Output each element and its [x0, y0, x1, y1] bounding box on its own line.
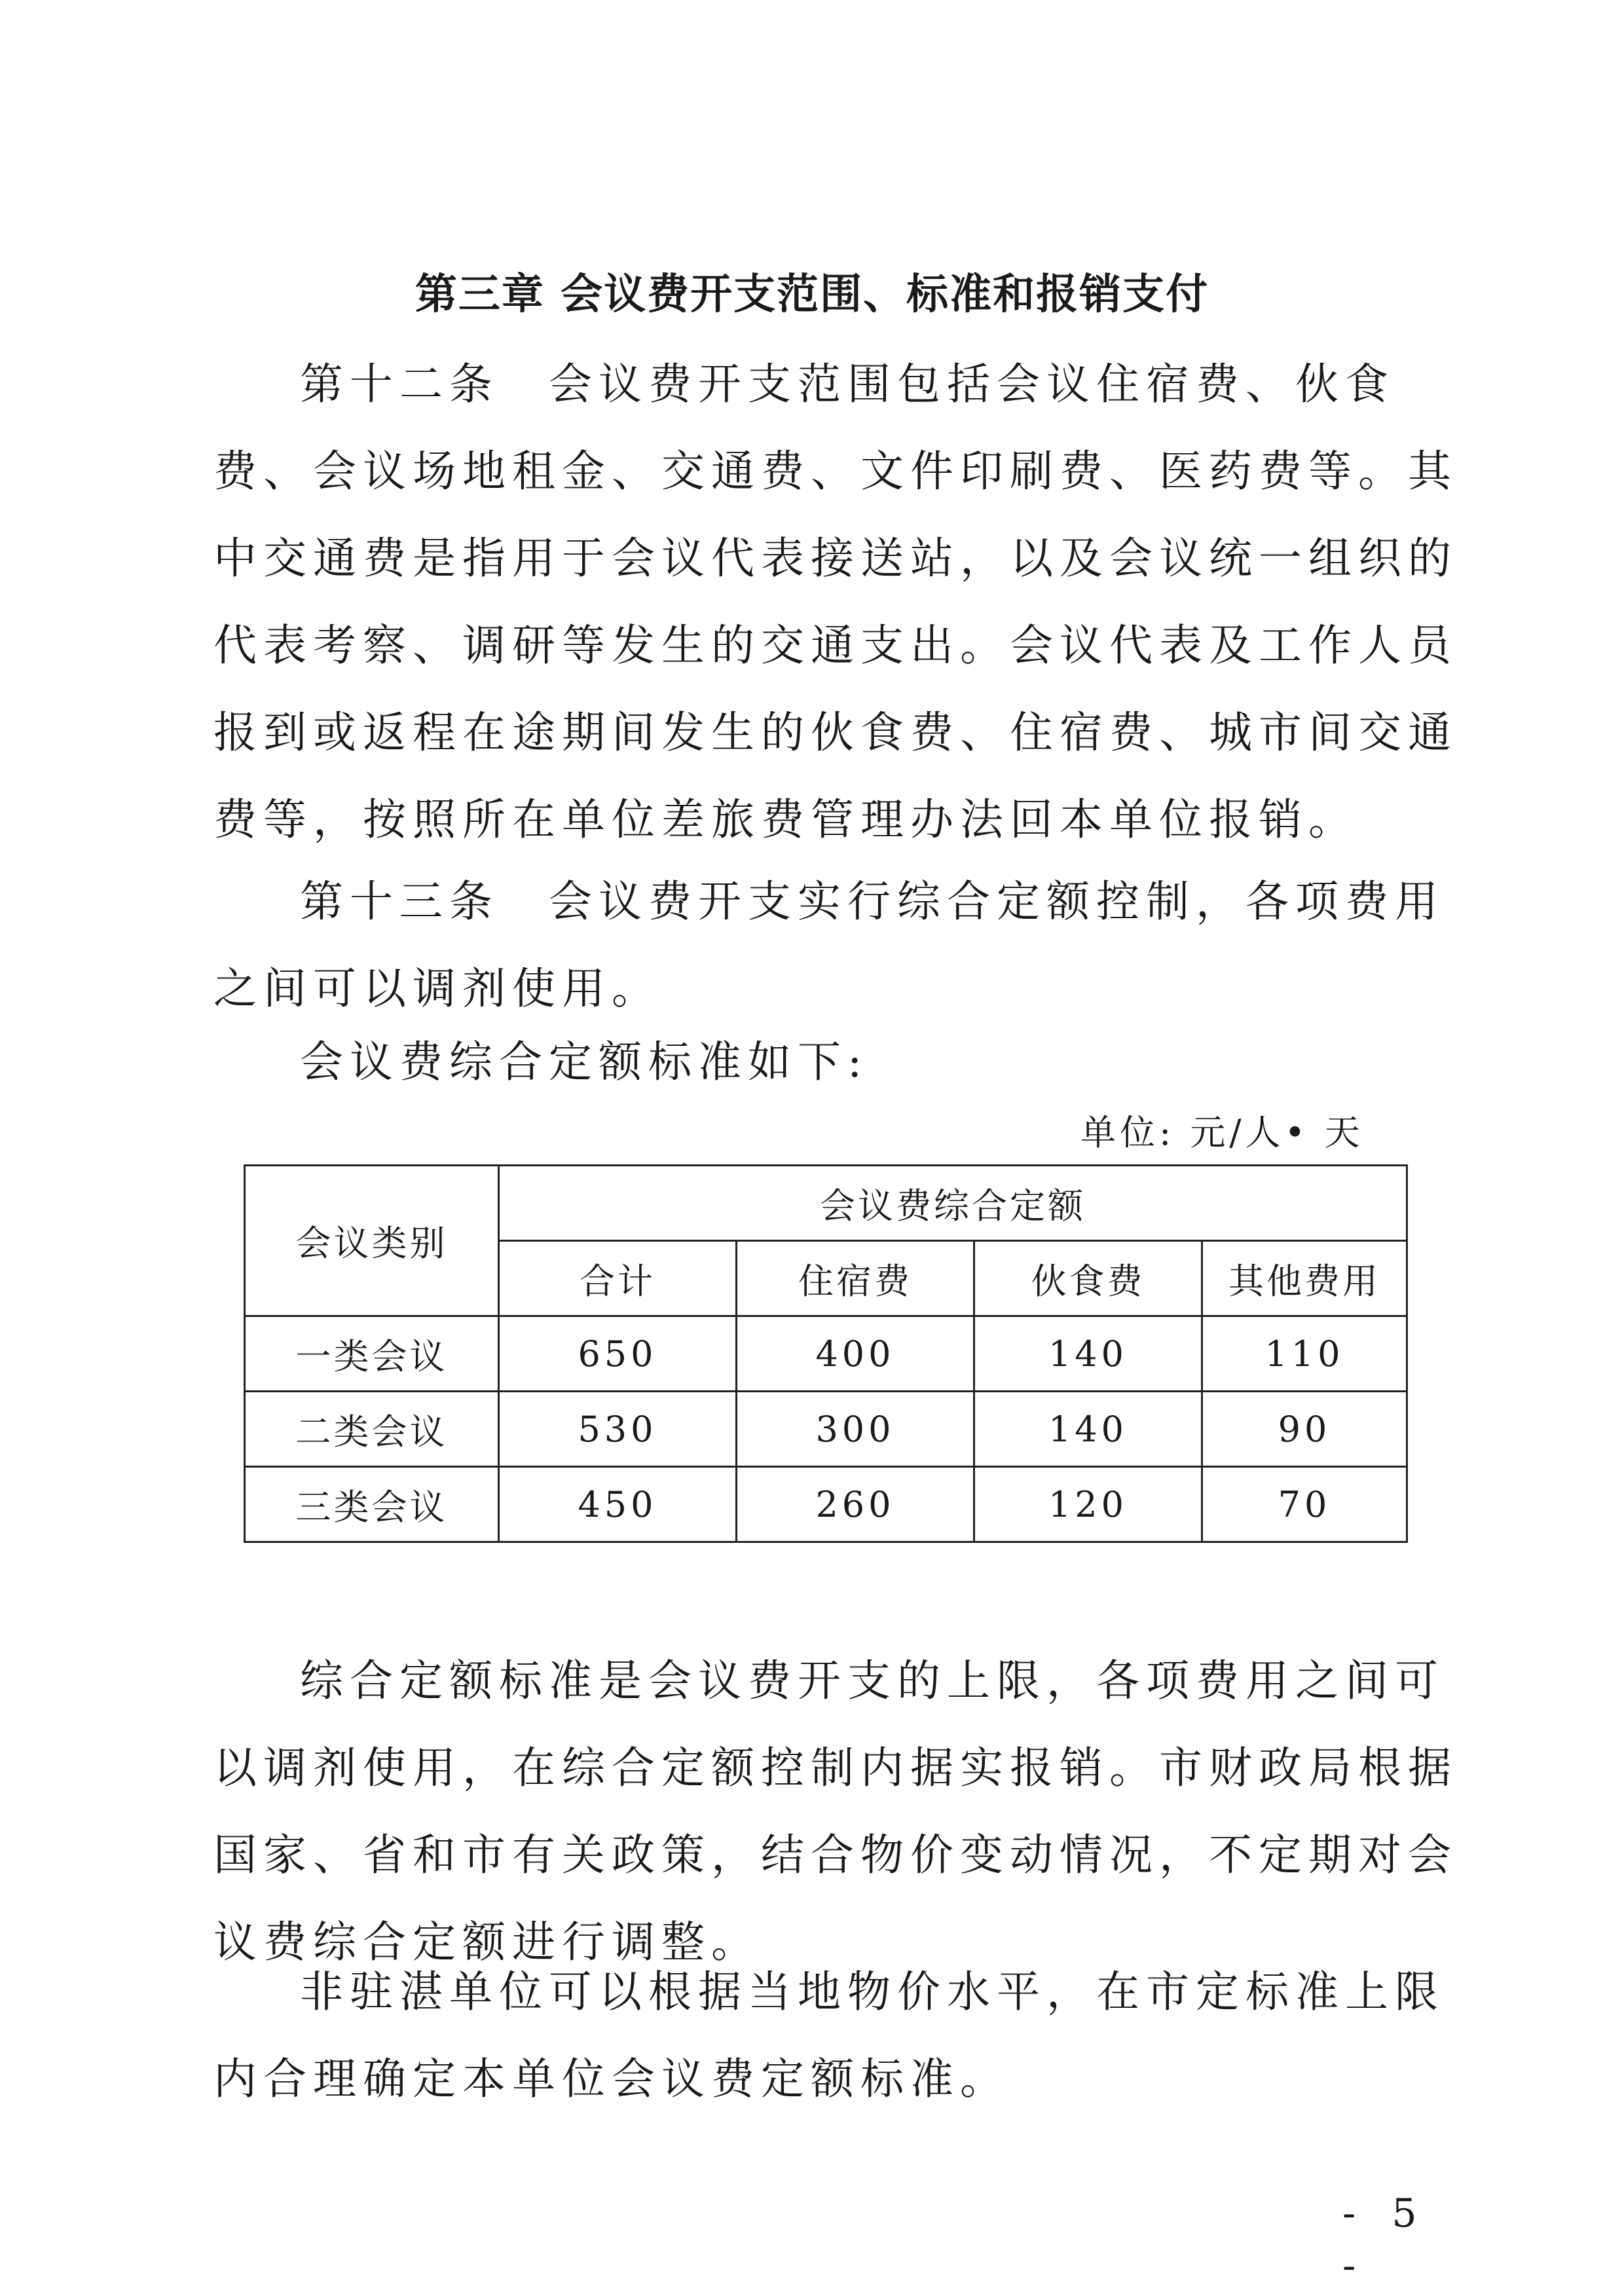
table-row: [245, 1316, 1407, 1392]
article-12-paragraph: 第十二条 会议费开支范围包括会议住宿费、伙食费、会议场地租金、交通费、文件印刷费、医药费等。其中交通费是指用于会议代表接送站，以及会议统一组织的代表考察、调研等发生的交通支出。会议代表及工作人员报到或返程在途期间发生的伙食费、住宿费、城市间交通费等，按照所在单位差旅费管理办法回本单位报销。: [213, 359, 1458, 845]
cell-meals: 140: [974, 1392, 1202, 1467]
row-category: 一类会议: [245, 1316, 499, 1392]
sub-header-meals: 伙食费: [974, 1241, 1202, 1316]
cell-other: 90: [1202, 1392, 1407, 1467]
unit-note: 单位: 元/人• 天: [1080, 1112, 1364, 1153]
cell-lodging: 400: [737, 1316, 974, 1392]
cell-other: 70: [1202, 1467, 1407, 1542]
cell-total: 650: [499, 1316, 737, 1392]
cell-total: 530: [499, 1392, 737, 1467]
non-resident-paragraph: 非驻湛单位可以根据当地物价水平，在市定标准上限内合理确定本单位会议费定额标准。: [213, 1967, 1445, 2104]
sub-header-total: 合计: [499, 1241, 737, 1316]
cell-lodging: 300: [737, 1392, 974, 1467]
after-table-paragraph: 综合定额标准是会议费开支的上限，各项费用之间可以调剂使用，在综合定额控制内据实报销。市财政局根据国家、省和市有关政策，结合物价变动情况，不定期对会议费综合定额进行调整。: [213, 1656, 1458, 1967]
row-category: 三类会议: [245, 1467, 499, 1542]
chapter-heading: 第三章 会议费开支范围、标准和报销支付: [415, 270, 1209, 319]
cell-other: 110: [1202, 1316, 1407, 1392]
table-row: [245, 1467, 1407, 1542]
group-header: 会议费综合定额: [499, 1166, 1407, 1241]
table-row: [245, 1392, 1407, 1467]
meeting-fee-table: [244, 1164, 1406, 1543]
category-header: 会议类别: [245, 1166, 499, 1316]
cell-total: 450: [499, 1467, 737, 1542]
article-13-paragraph: 第十三条 会议费开支实行综合定额控制，各项费用之间可以调剂使用。: [213, 876, 1445, 1014]
sub-header-other: 其他费用: [1202, 1241, 1407, 1316]
sub-header-lodging: 住宿费: [737, 1241, 974, 1316]
cell-meals: 140: [974, 1316, 1202, 1392]
cell-lodging: 260: [737, 1467, 974, 1542]
cell-meals: 120: [974, 1467, 1202, 1542]
standard-intro-paragraph: 会议费综合定额标准如下:: [300, 1037, 869, 1087]
row-category: 二类会议: [245, 1392, 499, 1467]
page-number: - 5 -: [1342, 2191, 1429, 2289]
